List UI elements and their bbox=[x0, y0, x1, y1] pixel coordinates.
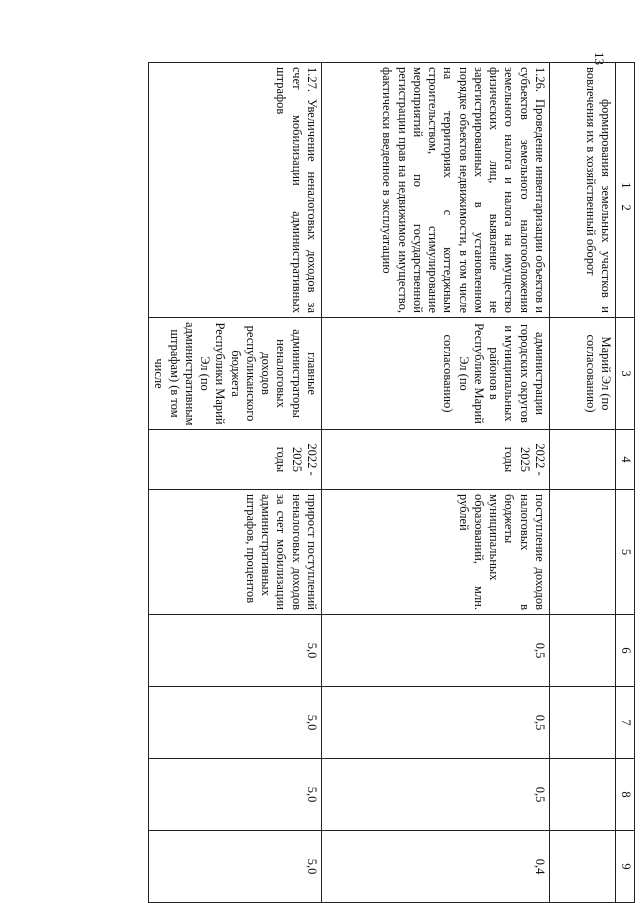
header-row bbox=[616, 63, 635, 903]
value-cell bbox=[550, 615, 616, 687]
indicator-cell: прирост поступлений неналоговых доходов за счет мобилизации административных штрафов, процентов bbox=[149, 490, 322, 615]
header-col-8: 8 bbox=[616, 759, 635, 831]
header-col-6: 6 bbox=[616, 615, 635, 687]
header-col-7: 7 bbox=[616, 687, 635, 759]
value-cell: 5,0 bbox=[149, 759, 322, 831]
measures-table bbox=[148, 62, 635, 903]
row-number: 1.27. bbox=[305, 67, 319, 92]
executor-cell: главные администраторы неналоговых доходов республиканского бюджета Республики Марий Эл (по административным штрафам) (в том числе bbox=[149, 318, 322, 430]
indicator-cell bbox=[550, 490, 616, 615]
period-cell: 2022 - 2025 годы bbox=[322, 430, 550, 490]
executor-cell: Марий Эл (по согласованию) bbox=[550, 318, 616, 430]
value-cell: 0,4 bbox=[322, 831, 550, 903]
header-col-2: 2 bbox=[619, 204, 633, 211]
header-col-9: 9 bbox=[616, 831, 635, 903]
value-cell: 5,0 bbox=[149, 831, 322, 903]
measure-text: Увеличение неналоговых доходов за счет мобилизации административных штрафов bbox=[274, 67, 319, 313]
value-cell: 0,5 bbox=[322, 759, 550, 831]
measure-text: Проведение инвентаризации объектов и субъектов земельного налогообложения земельного налога и налога на имущество физических лиц, выявление не зарегистрированных в установленном порядке объектов недвижимости, в том числе на территориях с коттеджным строительством, стимулирование мероприятий по государственной регистрации прав на недвижимое имущество, фактически введенное в эксплуатацию bbox=[380, 67, 547, 313]
value-cell: 0,5 bbox=[322, 687, 550, 759]
table-row bbox=[322, 63, 550, 903]
rotated-table-sheet bbox=[105, 62, 635, 902]
table-row bbox=[550, 63, 616, 903]
value-cell bbox=[550, 831, 616, 903]
measure-cell bbox=[322, 63, 550, 318]
value-cell bbox=[550, 687, 616, 759]
header-col-3: 3 bbox=[616, 318, 635, 430]
measure-cell bbox=[550, 63, 616, 318]
table-row bbox=[149, 63, 322, 903]
row-number: 1.26. bbox=[533, 67, 547, 92]
indicator-cell: поступление доходов налоговых в бюджеты муниципальных образований, млн. рублей bbox=[322, 490, 550, 615]
value-cell: 5,0 bbox=[149, 687, 322, 759]
header-col-1: 1 bbox=[619, 182, 633, 189]
header-col-4: 4 bbox=[616, 430, 635, 490]
page-number: 13 bbox=[592, 52, 607, 65]
measure-text: формирования земельных участков и вовлечения их в хозяйственный оборот bbox=[583, 67, 613, 313]
header-col-5: 5 bbox=[616, 490, 635, 615]
period-cell bbox=[550, 430, 616, 490]
value-cell: 0,5 bbox=[322, 615, 550, 687]
measure-cell bbox=[149, 63, 322, 318]
value-cell: 5,0 bbox=[149, 615, 322, 687]
period-cell: 2022 - 2025 годы bbox=[149, 430, 322, 490]
header-col-1-2 bbox=[616, 63, 635, 318]
executor-cell: администрации городских округов и муниципальных районов в Республике Марий Эл (по согласованию) bbox=[322, 318, 550, 430]
value-cell bbox=[550, 759, 616, 831]
